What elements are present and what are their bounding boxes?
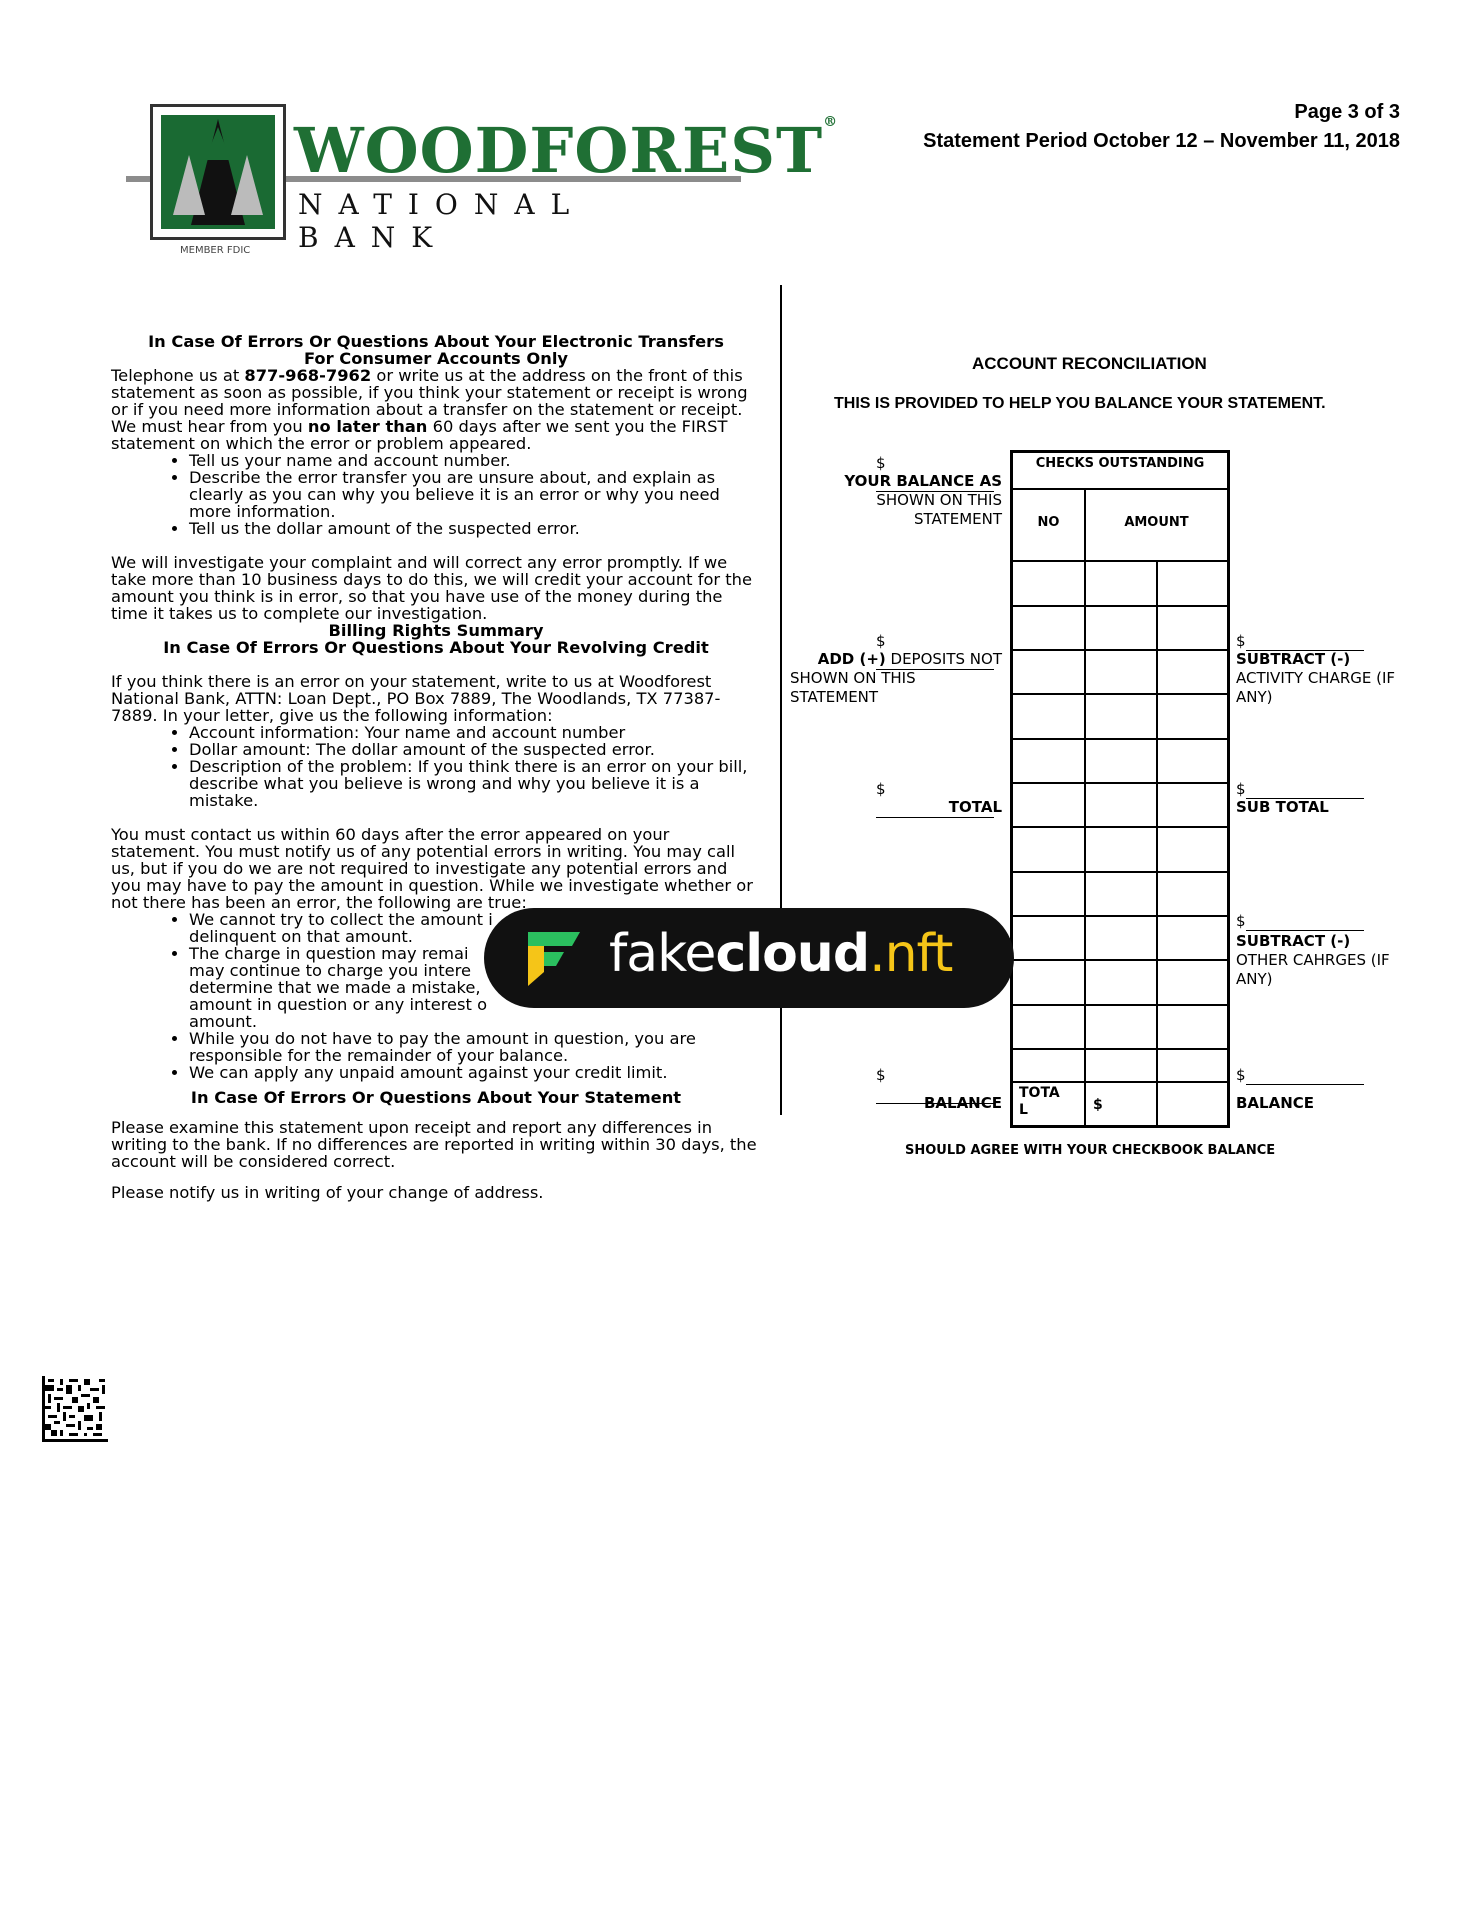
page-number: Page 3 of 3 <box>1294 101 1400 123</box>
col-no-header: NO <box>1037 515 1060 530</box>
total-label: TOTAL <box>948 798 1002 816</box>
recon-subtitle: THIS IS PROVIDED TO HELP YOU BALANCE YOUR STATEMENT. <box>834 395 1326 412</box>
deposits-label: ADD (+) DEPOSITS NOT SHOWN ON THIS STATEMENT <box>790 650 1002 706</box>
list-item: • While you do not have to pay the amount in question, you are responsible for the remainder of your balance. <box>189 1030 761 1064</box>
bullet-list <box>111 452 761 537</box>
balance-blank: $ <box>876 454 1002 492</box>
list-item: • Describe the error transfer you are unsure about, and explain as clearly as you can why you believe it is an error or why you need more information. <box>189 469 761 520</box>
bullet-list <box>111 724 761 809</box>
list-item: • Tell us the dollar amount of the suspected error. <box>189 520 761 537</box>
paragraph: Please examine this statement upon receipt and report any differences in writing to the bank. If no differences are reported in writing within 30 days, the account will be considered correct. <box>111 1118 757 1171</box>
balance-right-label: BALANCE <box>1236 1094 1315 1112</box>
barcode-icon <box>42 1376 108 1442</box>
electronic-transfers-section <box>111 333 761 1201</box>
total-blank: $ <box>876 780 1002 818</box>
balance-right-blank: $ <box>1236 1066 1376 1085</box>
paragraph: We will investigate your complaint and will correct any error promptly. If we take more than 10 business days to do this, we will credit your account for the amount you think is in error, so that you have use of the money during the time it takes us to complete our investigation. <box>111 553 753 623</box>
list-item: • The charge in question may remai may continue to charge you intere determine that we made a mistake, amount in question or any interest o amount. <box>189 945 761 1030</box>
your-balance-label: YOUR BALANCE AS SHOWN ON THIS STATEMENT <box>844 472 1002 528</box>
tree-icon <box>161 115 275 229</box>
list-item: • We cannot try to collect the amount i delinquent on that amount. <box>189 911 761 945</box>
datamatrix-code <box>42 1376 108 1442</box>
watermark-text: fakecloud.nft <box>609 924 953 984</box>
list-item: • Dollar amount: The dollar amount of the suspected error. <box>189 741 761 758</box>
list-item: • Account information: Your name and account number <box>189 724 761 741</box>
paragraph: Please notify us in writing of your change of address. <box>111 1183 544 1202</box>
statement-period: Statement Period October 12 – November 11, 2018 <box>923 130 1400 152</box>
subtotal-label: SUB TOTAL <box>1236 798 1329 816</box>
checks-outstanding-table <box>1010 450 1230 1128</box>
balance-left-label: BALANCE <box>923 1094 1002 1112</box>
recon-footer: SHOULD AGREE WITH YOUR CHECKBOOK BALANCE <box>905 1143 1276 1158</box>
section-heading: Billing Rights Summary <box>328 621 544 640</box>
recon-title: ACCOUNT RECONCILIATION <box>972 354 1207 373</box>
bank-name: WOODFOREST® <box>294 114 839 187</box>
member-fdic: MEMBER FDIC <box>180 245 251 256</box>
section-heading: In Case Of Errors Or Questions About Your Statement <box>190 1088 682 1107</box>
balance-left-blank: $ <box>876 1066 1002 1104</box>
section-heading: In Case Of Errors Or Questions About Your Revolving Credit <box>163 638 709 657</box>
table-total-dollar: $ <box>1093 1097 1103 1113</box>
checks-outstanding-header: CHECKS OUTSTANDING <box>1035 456 1205 471</box>
col-amount-header: AMOUNT <box>1124 515 1189 530</box>
list-item: • We can apply any unpaid amount against your credit limit. <box>189 1064 761 1081</box>
deposits-blank: $ <box>876 632 1002 670</box>
watermark-badge <box>484 908 1014 1008</box>
section-heading: For Consumer Accounts Only <box>303 349 569 368</box>
list-item: • Description of the problem: If you think there is an error on your bill, describe what you believe is wrong and why you believe it is a mistake. <box>189 758 761 809</box>
list-item: • Tell us your name and account number. <box>189 452 761 469</box>
other-charges-blank: $ <box>1236 912 1376 931</box>
table-total-label: TOTA L <box>1019 1085 1060 1118</box>
fakecloud-logo-icon <box>524 928 584 990</box>
phone-number: 877-968-7962 <box>244 366 372 385</box>
bank-logo <box>126 96 839 258</box>
paragraph: Telephone us at 877-968-7962 or write us at the address on the front of this statement as soon as possible, if you think your statement or receipt is wrong or if you need more information about a transfer on the statement or receipt. We must hear from you no later than 60 days after we sent you the FIRST statement on which the error or problem appeared. <box>111 366 748 453</box>
section-heading: In Case Of Errors Or Questions About Your Electronic Transfers <box>148 332 724 351</box>
activity-charge-blank: $ <box>1236 632 1376 651</box>
activity-charge-label: SUBTRACT (-) ACTIVITY CHARGE (IF ANY) <box>1236 650 1396 706</box>
paragraph: If you think there is an error on your statement, write to us at Woodforest National Bank, ATTN: Loan Dept., PO Box 7889, The Woodlands, TX 77387-7889. In your letter, give us the following information: <box>111 672 721 725</box>
paragraph: You must contact us within 60 days after the error appeared on your statement. You must notify us of any potential errors in writing. You may call us, but if you do we are not required to investigate any potential errors and you may have to pay the amount in question. While we investigate whether or not there has been an error, the following are true: <box>111 825 753 912</box>
subtotal-blank: $ <box>1236 780 1376 799</box>
bank-subtitle: NATIONAL BANK <box>298 188 586 254</box>
tree-emblem <box>150 104 286 240</box>
other-charges-label: SUBTRACT (-) OTHER CAHRGES (IF ANY) <box>1236 932 1390 988</box>
